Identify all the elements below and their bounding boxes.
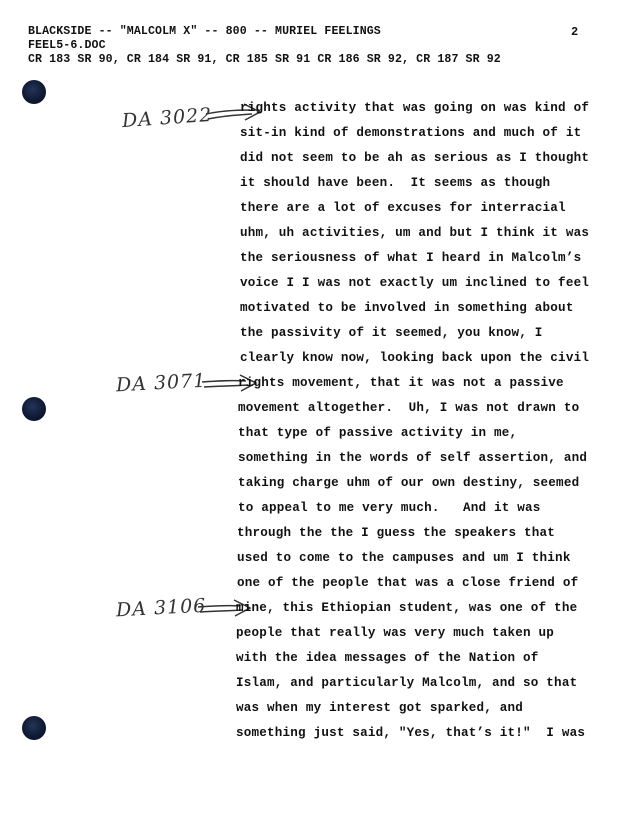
margin-note-da-3071: DA 3071 (115, 369, 207, 397)
transcript-line: the seriousness of what I heard in Malcolm’s (240, 251, 582, 265)
transcript-line: something just said, "Yes, that’s it!" I was (236, 726, 586, 740)
margin-note-da-3022: DA 3022 (121, 103, 214, 133)
transcript-line: there are a lot of excuses for interracial (240, 201, 566, 215)
binder-hole-top (22, 80, 46, 104)
transcript-line: Islam, and particularly Malcolm, and so that (236, 676, 578, 690)
margin-note-da-3106: DA 3106 (115, 594, 207, 622)
header-title-line: BLACKSIDE -- "MALCOLM X" -- 800 -- MURIEL FEELINGS (28, 25, 381, 38)
transcript-line: did not seem to be ah as serious as I thought (240, 151, 590, 165)
transcript-line: to appeal to me very much. And it was (238, 501, 541, 515)
transcript-line: people that really was very much taken up (236, 626, 555, 640)
transcript-line: something in the words of self assertion, and (238, 451, 588, 465)
transcript-line: movement altogether. Uh, I was not drawn to (238, 401, 580, 415)
header-filename-line: FEEL5-6.DOC (28, 39, 106, 52)
transcript-line: with the idea messages of the Nation of (236, 651, 539, 665)
transcript-line: uhm, uh activities, um and but I think it was (240, 226, 590, 240)
transcript-line: rights activity that was going on was kind of (240, 101, 590, 115)
transcript-line: motivated to be involved in something about (240, 301, 574, 315)
transcript-line: one of the people that was a close friend of (237, 576, 579, 590)
header-reference-line: CR 183 SR 90, CR 184 SR 91, CR 185 SR 91 CR 186 SR 92, CR 187 SR 92 (28, 53, 501, 66)
transcript-line: through the the I guess the speakers that (237, 526, 556, 540)
transcript-line: rights movement, that it was not a passive (238, 376, 564, 390)
binder-hole-middle (22, 397, 46, 421)
transcript-line: it should have been. It seems as though (240, 176, 551, 190)
transcript-line: sit-in kind of demonstrations and much of it (240, 126, 582, 140)
transcript-line: used to come to the campuses and um I think (237, 551, 571, 565)
transcript-line: mine, this Ethiopian student, was one of the (236, 601, 578, 615)
page-number: 2 (571, 25, 579, 39)
transcript-line: taking charge uhm of our own destiny, seemed (238, 476, 580, 490)
transcript-line: clearly know now, looking back upon the civil (240, 351, 590, 365)
transcript-line: the passivity of it seemed, you know, I (240, 326, 543, 340)
binder-hole-bottom (22, 716, 46, 740)
transcript-line: was when my interest got sparked, and (236, 701, 524, 715)
transcript-line: that type of passive activity in me, (238, 426, 518, 440)
transcript-line: voice I I was not exactly um inclined to feel (240, 276, 590, 290)
